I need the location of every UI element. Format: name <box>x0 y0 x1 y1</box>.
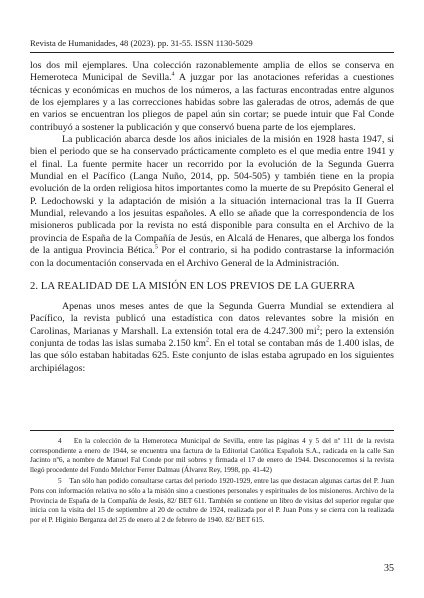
superscript-squared: 2 <box>205 337 209 344</box>
footnote-ref-5[interactable]: 5 <box>154 244 158 251</box>
paragraph-1 <box>30 60 394 134</box>
footnote-5: 5 Tan sólo han podido consultarse cartas del periodo 1920-1929, entre las que destacan algunas cartas del P. Juan Pons con información relativa no sólo a la misión sino a cuestiones personales y espirituales de los misioneros. Archivo de la Provincia de España de la Compañía de Jesús, 82/ BET 611. También se contiene un libro de visitas del superior regular que inicia con la visita del 15 de septiembre al 20 de octubre de 1924, realizada por el P. Juan Pons y se cierra con la realizada por el P. Higinio Berganza del 25 de enero al 2 de febrero de 1940. 82/ BET 615. <box>30 477 394 524</box>
paragraph-3-text-c: . En el total se contaban más de 1.400 islas, de las que sólo estaban habitadas 625. Este conjunto de islas estaba agrupado en los siguientes archipiélagos: <box>30 337 394 374</box>
footnote-ref-4[interactable]: 4 <box>171 72 175 79</box>
superscript-squared: 2 <box>316 325 320 332</box>
paragraph-2-text-b: Por el contrario, si ha podido contrastarse la información con la documentación conservada en el Archivo General de la Administración. <box>30 245 394 269</box>
footnote-divider <box>30 430 394 431</box>
footnote-4: 4 En la colección de la Hemeroteca Municipal de Sevilla, entre las páginas 4 y 5 del nº 111 de la revista correspondiente a enero de 1944, se encuentra una factura de la Editorial Católica Española S.A., radicada en la calle San Jacinto nº6, a nombre de Manuel Fal Conde por mil sobres y firmada el 17 de enero de 1944. Desconocemos si la revista llegó procedente del Fondo Melchor Ferrer Dalmau (Álvarez Rey, 1998, pp. 41-42) <box>30 437 394 474</box>
paragraph-1-text-b: A juzgar por las anotaciones referidas a cuestiones técnicas y económicas en muchos de los números, a las facturas encontradas entre algunos de los ejemplares y a las correcciones habidas sobre las galeradas de otros, además de que en varios se encuentran los pliegos de papel aún sin cortar; se puede intuir que Fal Conde contribuyó a sostener la publicación y que conservó buena parte de los ejemplares. <box>30 72 394 133</box>
page-number: 35 <box>384 563 394 574</box>
paragraph-2-text-a: La publicación abarca desde los años iniciales de la misión en 1928 hasta 1947, si bien el periodo que se ha conservado prácticamente completo es el que media entre 1941 y el final. La fuente permite hacer un recorrido por la evolución de la Segunda Guerra Mundial en el Pacífico (Langa Nuño, 2014, pp. 504-505) y también tiene en la propia evolución de la orden religiosa hitos importantes como la muerte de su Prepósito General el P. Ledochowski y la adaptación de misión a la situación internacional tras la II Guerra Mundial, relevando a los jesuitas españoles. A ello se añade que la correspondencia de los misioneros publicada por la revista no está disponible para consulta en el Archivo de la provincia de España de la Compañía de Jesús, en Alcalá de Henares, que alberga los fondos de la antigua Provincia Bética. <box>30 134 394 257</box>
paragraph-3-text-b: ; pero la extensión conjunta de todas las islas sumaba 2.150 km <box>30 325 394 349</box>
paragraph-3-text-a: Apenas unos meses antes de que la Segunda Guerra Mundial se extendiera al Pacífico, la revista publicó una estadística con datos relevantes sobre la misión en Carolinas, Marianas y Marshall. La extensión total era de 4.247.300 mi <box>30 300 394 337</box>
footnotes <box>30 437 394 527</box>
section-heading: 2. LA REALIDAD DE LA MISIÓN EN LOS PREVIOS DE LA GUERRA <box>30 280 356 292</box>
paragraph-1-text-a: los dos mil ejemplares. Una colección razonablemente amplia de ellos se conserva en Hemeroteca Municipal de Sevilla. <box>30 60 394 84</box>
running-head: Revista de Humanidades, 48 (2023). pp. 31-55. ISSN 1130-5029 <box>30 38 394 53</box>
paragraph-2 <box>30 134 394 270</box>
body-text <box>30 60 394 375</box>
paragraph-3 <box>30 301 394 375</box>
